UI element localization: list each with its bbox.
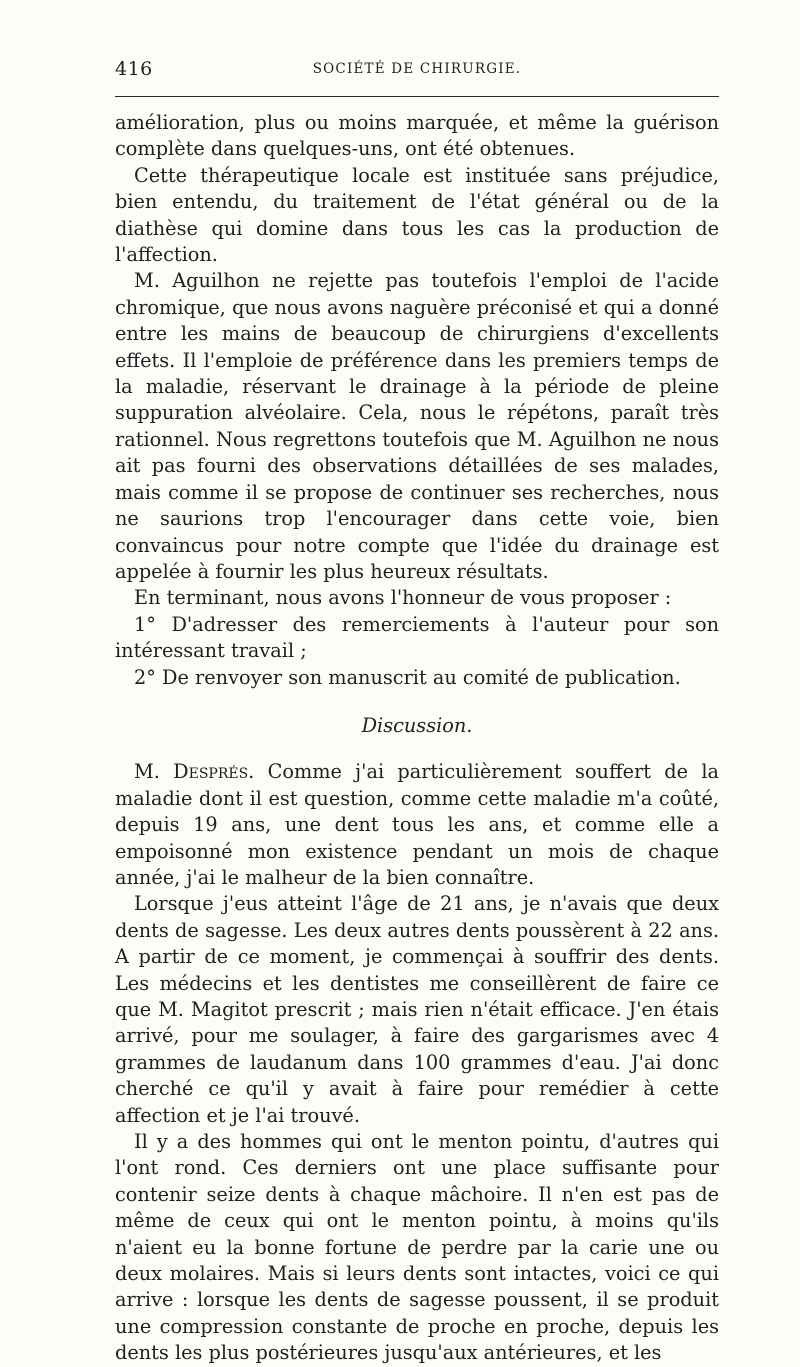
discussion-paragraph: Lorsque j'eus atteint l'âge de 21 ans, je n'avais que deux dents de sagesse. Les deux autres dents poussèrent à 22 ans. A partir de ce moment, je commençai à souffrir des dents. Les médecins et les dentistes me conseillèrent de faire ce que M. Magitot prescrit ; mais rien n'était efficace. J'en étais arrivé, pour me soulager, à faire des gargarismes avec 4 grammes de laudanum dans 100 grammes d'eau. J'ai donc cherché ce qu'il y avait à faire pour remédier à cette affection et je l'ai trouvé. — [115, 892, 719, 1127]
speaker-prefix: M. — [134, 760, 160, 784]
paragraph: 1° D'adresser des remerciements à l'auteur pour son intéressant travail ; — [115, 612, 719, 663]
paragraph: 2° De renvoyer son manuscrit au comité de publication. — [134, 665, 681, 689]
speaker-name: Després. — [173, 760, 255, 784]
paragraph: En terminant, nous avons l'honneur de vous proposer : — [134, 586, 672, 610]
page-header — [115, 58, 719, 88]
paragraph: amélioration, plus ou moins marquée, et même la guérison complète dans quelques-uns, ont été obtenues. — [115, 111, 719, 161]
body-text — [115, 110, 719, 1367]
page-number: 416 — [115, 58, 153, 80]
header-rule — [115, 96, 719, 97]
discussion-paragraph — [115, 759, 719, 891]
discussion-heading: Discussion. — [361, 713, 473, 737]
discussion-text: Comme j'ai particulièrement souffert de la maladie dont il est question, comme cette maladie m'a coûté, depuis 19 ans, une dent tous les ans, et comme elle a empoisonné mon existence pendant un mois de chaque année, j'ai le malheur de la bien connaître. — [115, 760, 719, 889]
paragraph: M. Aguilhon ne rejette pas toutefois l'emploi de l'acide chromique, que nous avons naguère préconisé et qui a donné entre les mains de beaucoup de chirurgiens d'excellents effets. Il l'emploie de préférence dans les premiers temps de la maladie, réservant le drainage à la période de pleine suppuration alvéolaire. Cela, nous le répétons, paraît très rationnel. Nous regrettons toutefois que M. Aguilhon ne nous ait pas fourni des observations détaillées de ses malades, mais comme il se propose de continuer ses recherches, nous ne saurions trop l'encourager dans cette voie, bien convaincus pour notre compte que l'idée du drainage est appelée à fournir les plus heureux résultats. — [115, 269, 719, 583]
paragraph: Cette thérapeutique locale est instituée sans préjudice, bien entendu, du traitement de l'état général ou de la diathèse qui domine dans tous les cas la production de l'affection. — [115, 163, 719, 267]
running-title: SOCIÉTÉ DE CHIRURGIE. — [312, 61, 522, 77]
discussion-paragraph: Il y a des hommes qui ont le menton pointu, d'autres qui l'ont rond. Ces derniers ont une place suffisante pour contenir seize dents à chaque mâchoire. Il n'en est pas de même de ceux qui ont le menton pointu, à moins qu'ils n'aient eu la bonne fortune de perdre par la carie une ou deux molaires. Mais si leurs dents sont intactes, voici ce qui arrive : lorsque les dents de sagesse poussent, il se produit une compression constante de proche en proche, depuis les dents les plus postérieures jusqu'aux antérieures, et les — [115, 1130, 719, 1365]
